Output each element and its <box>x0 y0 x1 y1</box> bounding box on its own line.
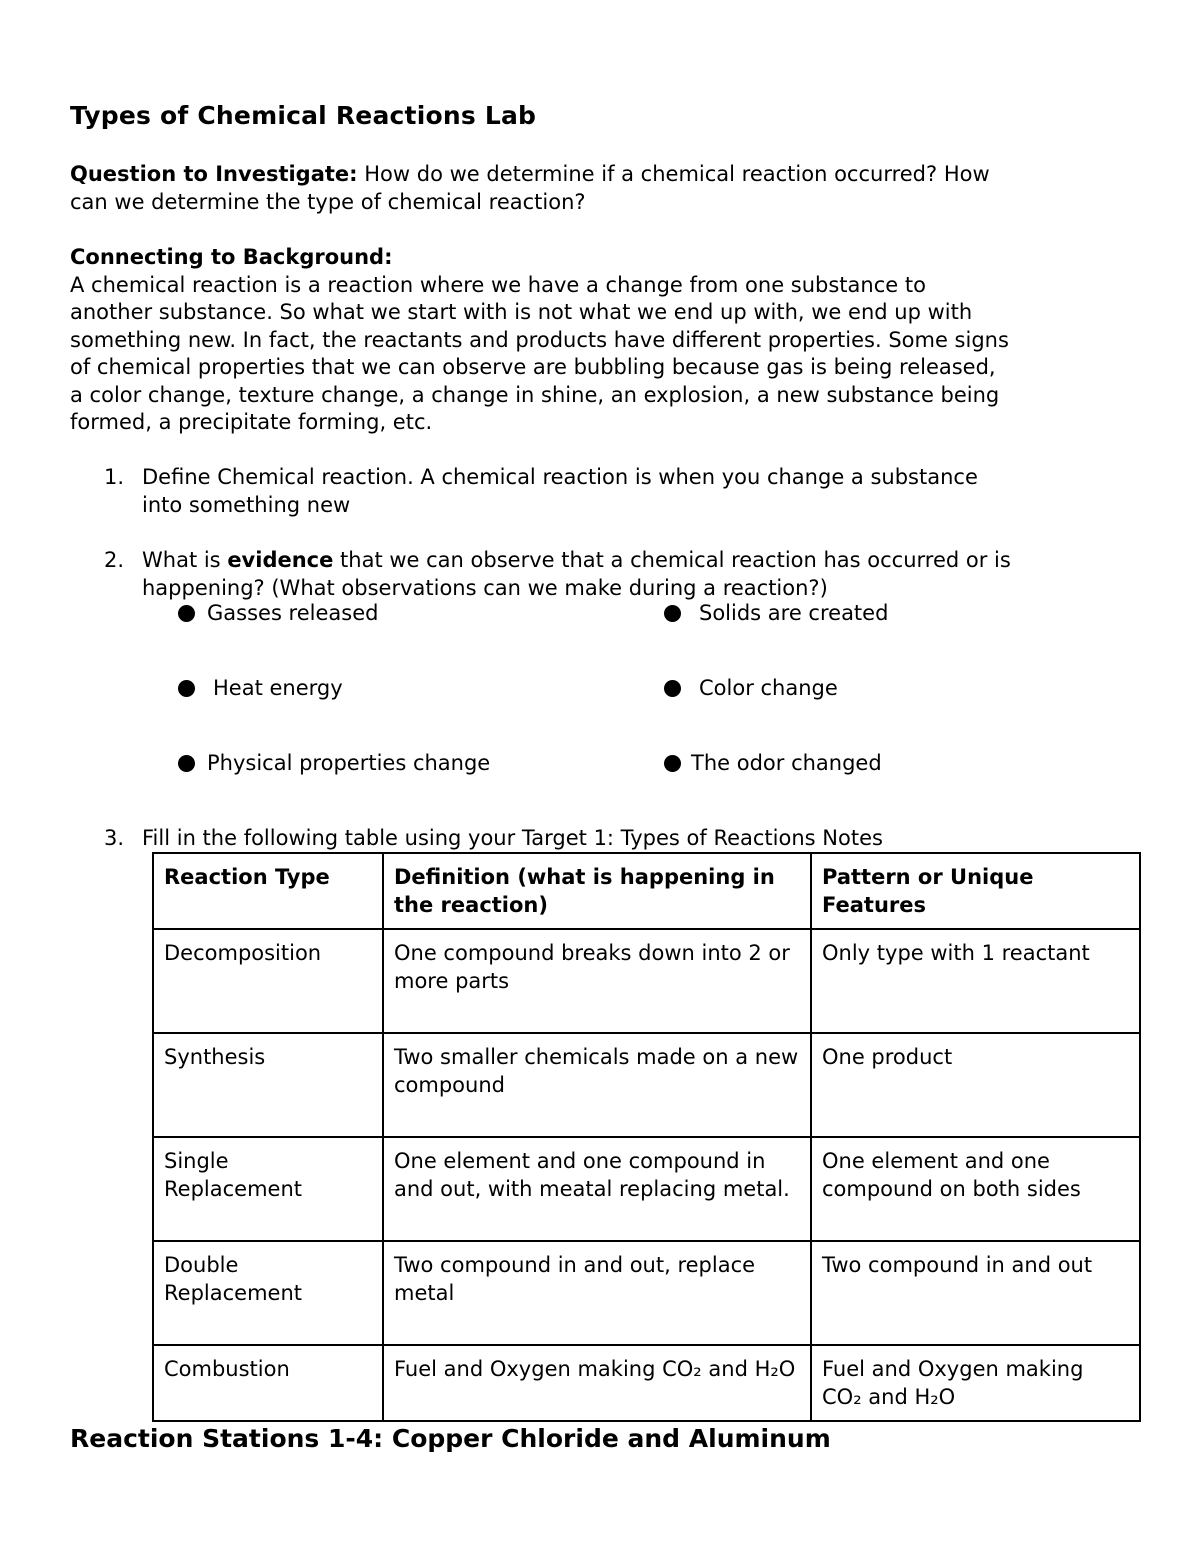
question-3 <box>104 825 1154 853</box>
background-label: Connecting to Background: <box>70 245 393 269</box>
cell-pattern: One element and one compound on both sides <box>811 1137 1140 1241</box>
evidence-bullet <box>664 600 888 628</box>
question-3-text: Fill in the following table using your Target 1: Types of Reactions Notes <box>142 826 883 850</box>
header-pattern: Pattern or Unique Features <box>811 853 1140 929</box>
bullet-text: The odor changed <box>691 751 882 775</box>
header-reaction-type: Reaction Type <box>153 853 383 929</box>
bullet-text: Gasses released <box>207 601 379 625</box>
cell-pattern: Two compound in and out <box>811 1241 1140 1345</box>
cell-definition: Two compound in and out, replace metal <box>383 1241 811 1345</box>
bullet-icon <box>178 680 195 697</box>
question-3-number: 3. <box>104 826 125 850</box>
question-2 <box>104 547 1154 602</box>
question-2-number: 2. <box>104 548 125 572</box>
page-title: Types of Chemical Reactions Lab <box>70 101 537 130</box>
table-row <box>153 1241 1140 1345</box>
question-to-investigate <box>70 161 1160 216</box>
question-2-line-2: happening? (What observations can we make during a reaction?) <box>142 575 828 600</box>
reaction-types-table <box>152 852 1141 1422</box>
question-text-1: How do we determine if a chemical reaction occurred? How <box>364 162 990 186</box>
bullet-icon <box>178 605 195 622</box>
question-2-pre: What is <box>142 548 228 572</box>
evidence-keyword: evidence <box>227 548 334 572</box>
cell-pattern: Only type with 1 reactant <box>811 929 1140 1033</box>
cell-reaction-type: Double Replacement <box>153 1241 383 1345</box>
cell-pattern: Fuel and Oxygen making CO₂ and H₂O <box>811 1345 1140 1421</box>
evidence-bullet <box>664 675 838 703</box>
cell-reaction-type: Single Replacement <box>153 1137 383 1241</box>
bullet-icon <box>178 755 195 772</box>
cell-definition: One element and one compound in and out, with meatal replacing metal. <box>383 1137 811 1241</box>
header-definition: Definition (what is happening in the reaction) <box>383 853 811 929</box>
table-row <box>153 1137 1140 1241</box>
question-1-line-1: Define Chemical reaction. A chemical reaction is when you change a substance <box>142 465 978 489</box>
table-row <box>153 1033 1140 1137</box>
bullet-text: Solids are created <box>699 601 889 625</box>
background-line: A chemical reaction is a reaction where we have a change from one substance to <box>70 272 926 297</box>
table-row <box>153 929 1140 1033</box>
evidence-bullet <box>178 750 490 778</box>
bullet-text: Physical properties change <box>207 751 491 775</box>
bullet-icon <box>664 755 681 772</box>
question-2-post: that we can observe that a chemical reaction has occurred or is <box>333 548 1011 572</box>
background-line: another substance. So what we start with is not what we end up with, we end up with <box>70 300 973 324</box>
evidence-bullet <box>178 675 343 703</box>
cell-reaction-type: Decomposition <box>153 929 383 1033</box>
bullet-text: Heat energy <box>213 676 343 700</box>
table-header-row <box>153 853 1140 929</box>
section-title-reaction-stations: Reaction Stations 1-4: Copper Chloride and Aluminum <box>70 1424 831 1453</box>
question-1 <box>104 464 1154 519</box>
cell-definition: Two smaller chemicals made on a new compound <box>383 1033 811 1137</box>
question-text-2: can we determine the type of chemical reaction? <box>70 189 586 214</box>
table-row <box>153 1345 1140 1421</box>
cell-reaction-type: Synthesis <box>153 1033 383 1137</box>
background-line: something new. In fact, the reactants and products have different properties. Some signs <box>70 327 1009 352</box>
background-line: a color change, texture change, a change in shine, an explosion, a new substance being <box>70 382 1000 407</box>
evidence-bullet <box>664 750 882 778</box>
bullet-text: Color change <box>699 676 838 700</box>
question-1-line-2: into something new <box>142 492 351 517</box>
bullet-icon <box>664 680 681 697</box>
cell-reaction-type: Combustion <box>153 1345 383 1421</box>
question-label: Question to Investigate: <box>70 162 358 186</box>
background-line: formed, a precipitate forming, etc. <box>70 410 433 434</box>
background-line: of chemical properties that we can observe are bubbling because gas is being released, <box>70 355 996 379</box>
cell-pattern: One product <box>811 1033 1140 1137</box>
evidence-bullet <box>178 600 378 628</box>
bullet-icon <box>664 605 681 622</box>
cell-definition: One compound breaks down into 2 or more parts <box>383 929 811 1033</box>
background-section <box>70 244 1160 437</box>
question-1-number: 1. <box>104 465 125 489</box>
cell-definition: Fuel and Oxygen making CO₂ and H₂O <box>383 1345 811 1421</box>
